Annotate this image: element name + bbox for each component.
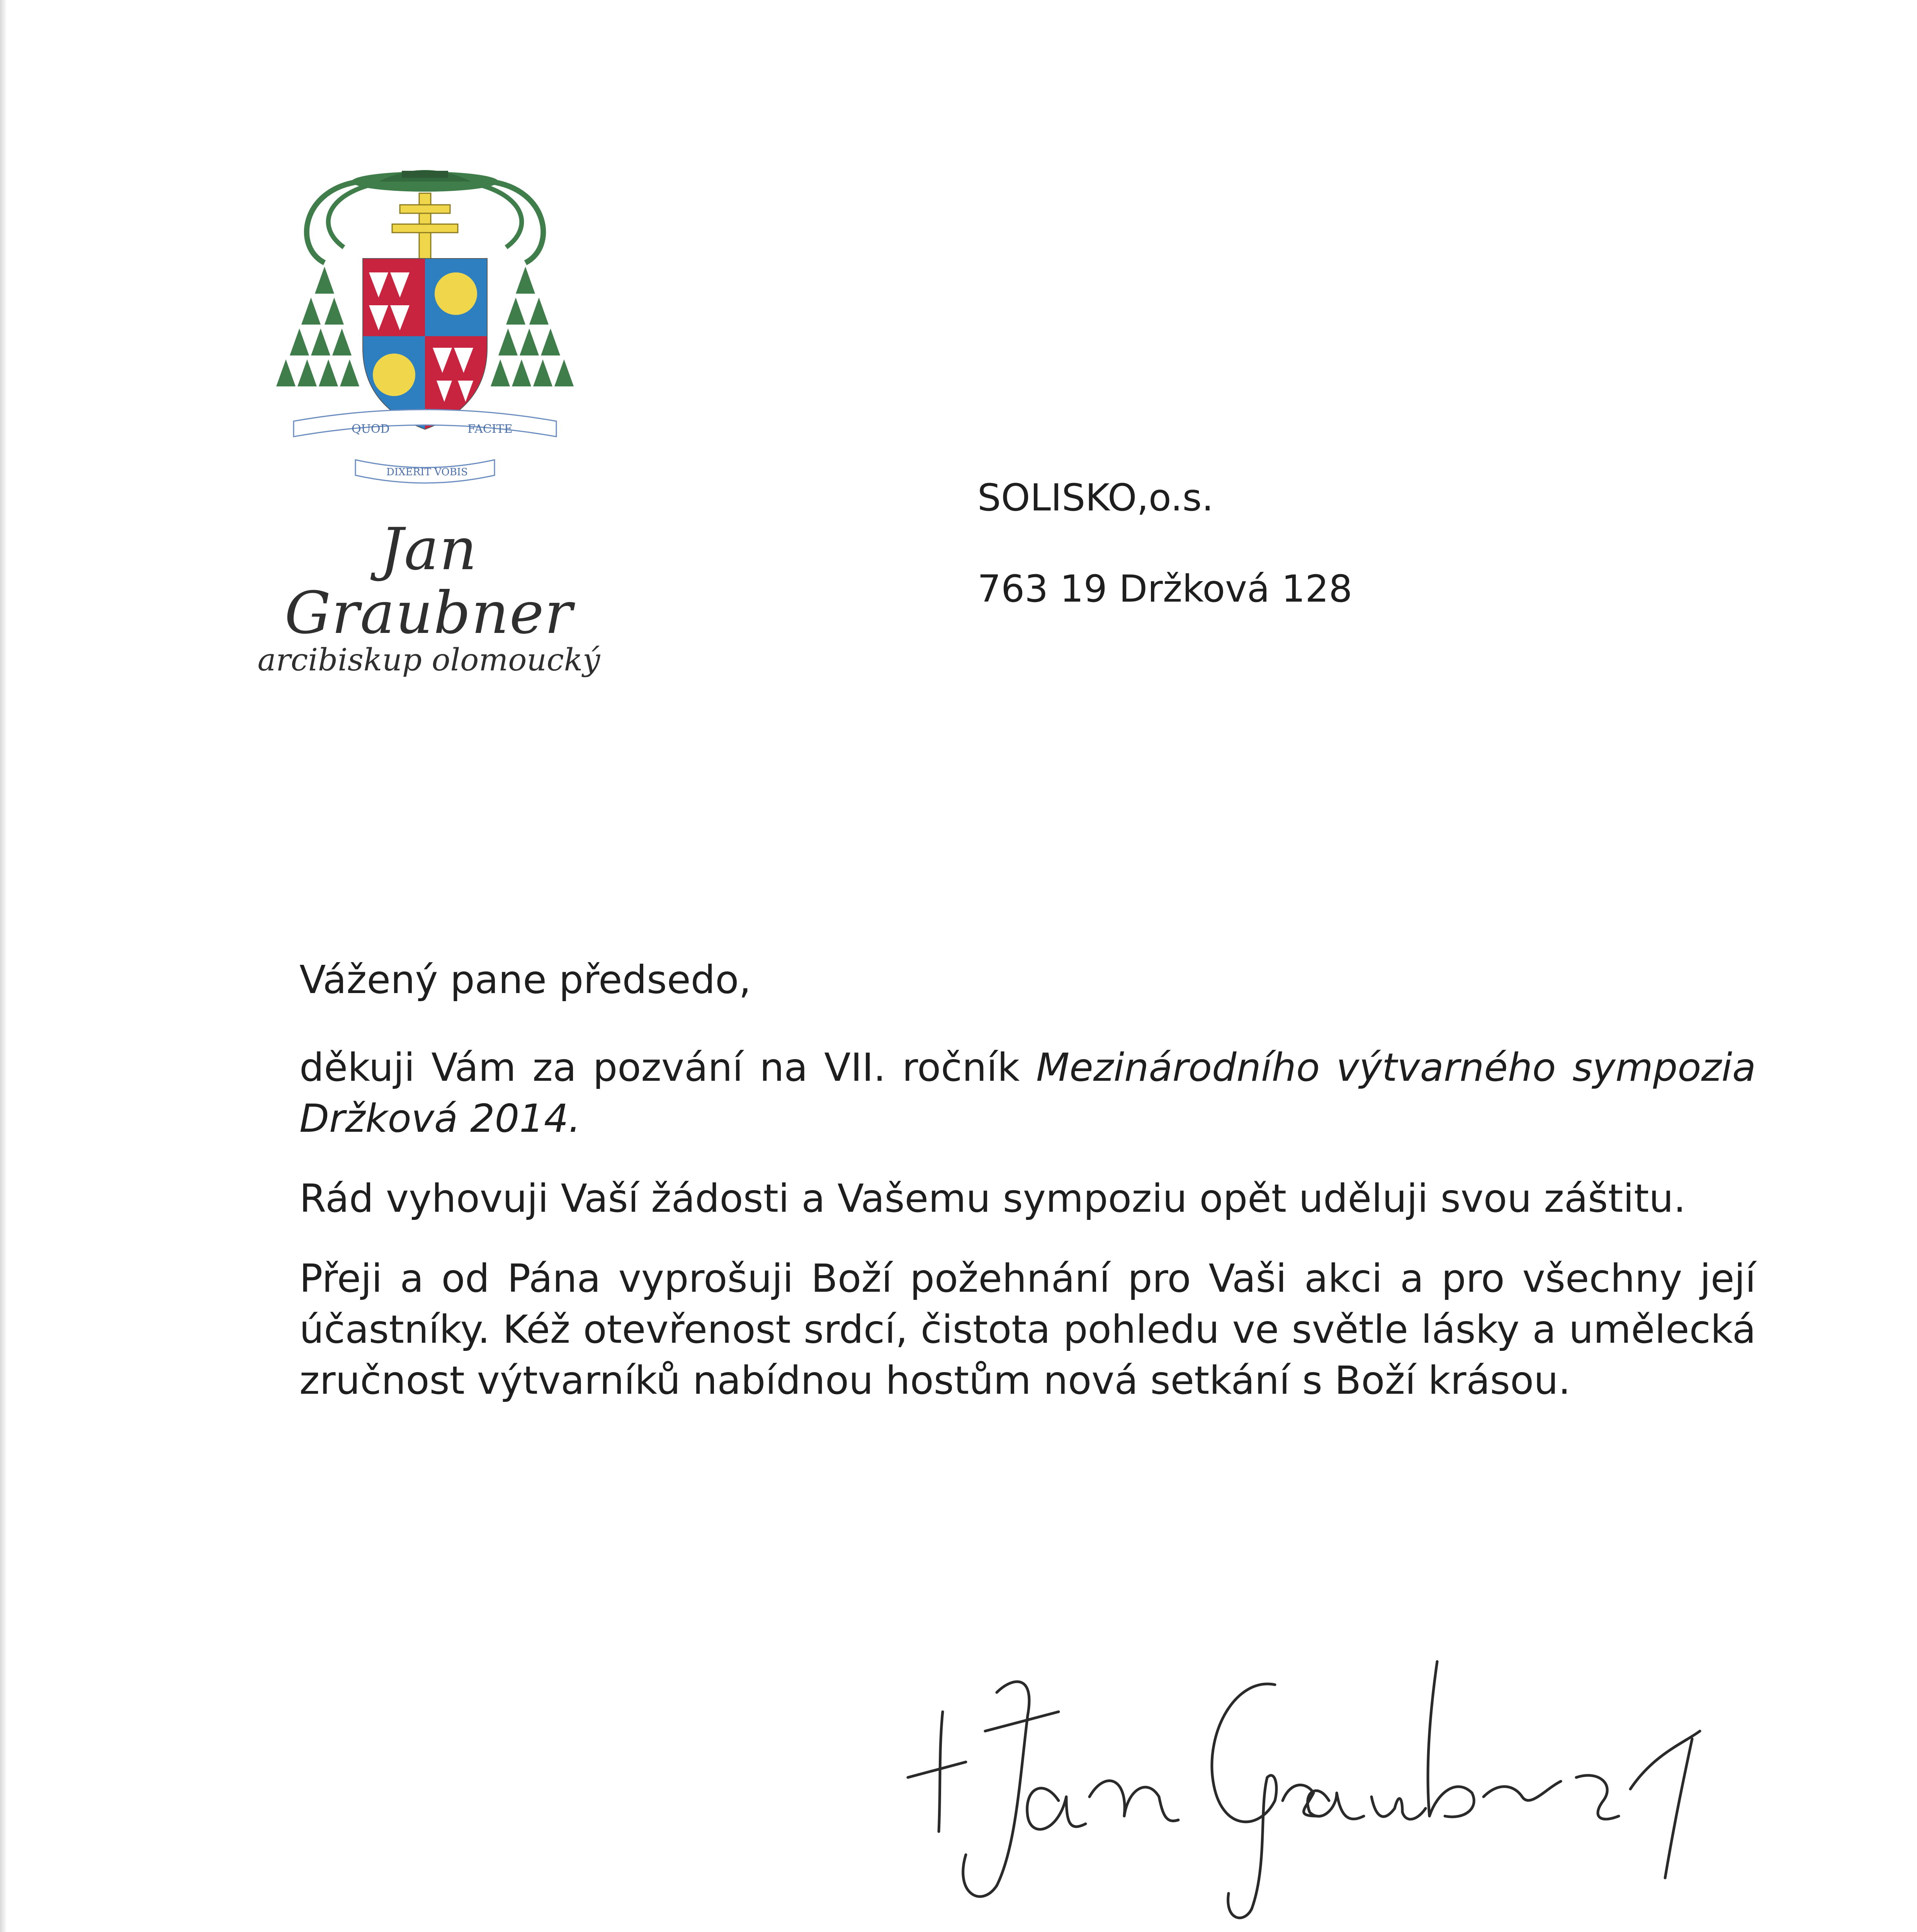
salutation: Vážený pane předsedo, [299,957,751,1002]
recipient-line1: SOLISKO,o.s. [977,476,1214,519]
motto-left: QUOD [352,422,390,436]
signature-icon [896,1615,1723,1924]
recipient-line2: 763 19 Držková 128 [977,567,1353,611]
scan-edge [0,0,7,1932]
coat-of-arms [263,166,587,522]
paragraph-3: Přeji a od Pána vyprošuji Boží požehnání pro Vaši akci a pro všechny její účastníky. Kéž otevřenost srdcí, čistota pohledu ve světle lásky a umělecká zručnost výtvarníků nabídnou hostům nová setkání s Boží krásou. [299,1256,1756,1403]
recipient-address [977,476,1353,611]
letter-body [299,954,1756,1435]
paragraph-2: Rád vyhovuji Vaší žádosti a Vašemu sympoziu opět uděluji svou záštitu. [299,1176,1686,1221]
paragraph-1 [299,1042,1756,1144]
letterhead-monogram [240,518,618,679]
letterhead-name: Jan Graubner [284,516,573,647]
coat-of-arms-icon [263,166,587,522]
letterhead-role: arcibiskup olomoucký [257,642,600,678]
motto-bottom: DIXERIT VOBIS [386,466,468,478]
paragraph-1-start: děkuji Vám za pozvání na VII. ročník [299,1045,1037,1090]
symposium-title: Mezinárodního výtvarného sympozia Držková 2014. [299,1045,1756,1141]
handwritten-signature [896,1615,1723,1924]
motto-right: FACITE [467,422,513,436]
